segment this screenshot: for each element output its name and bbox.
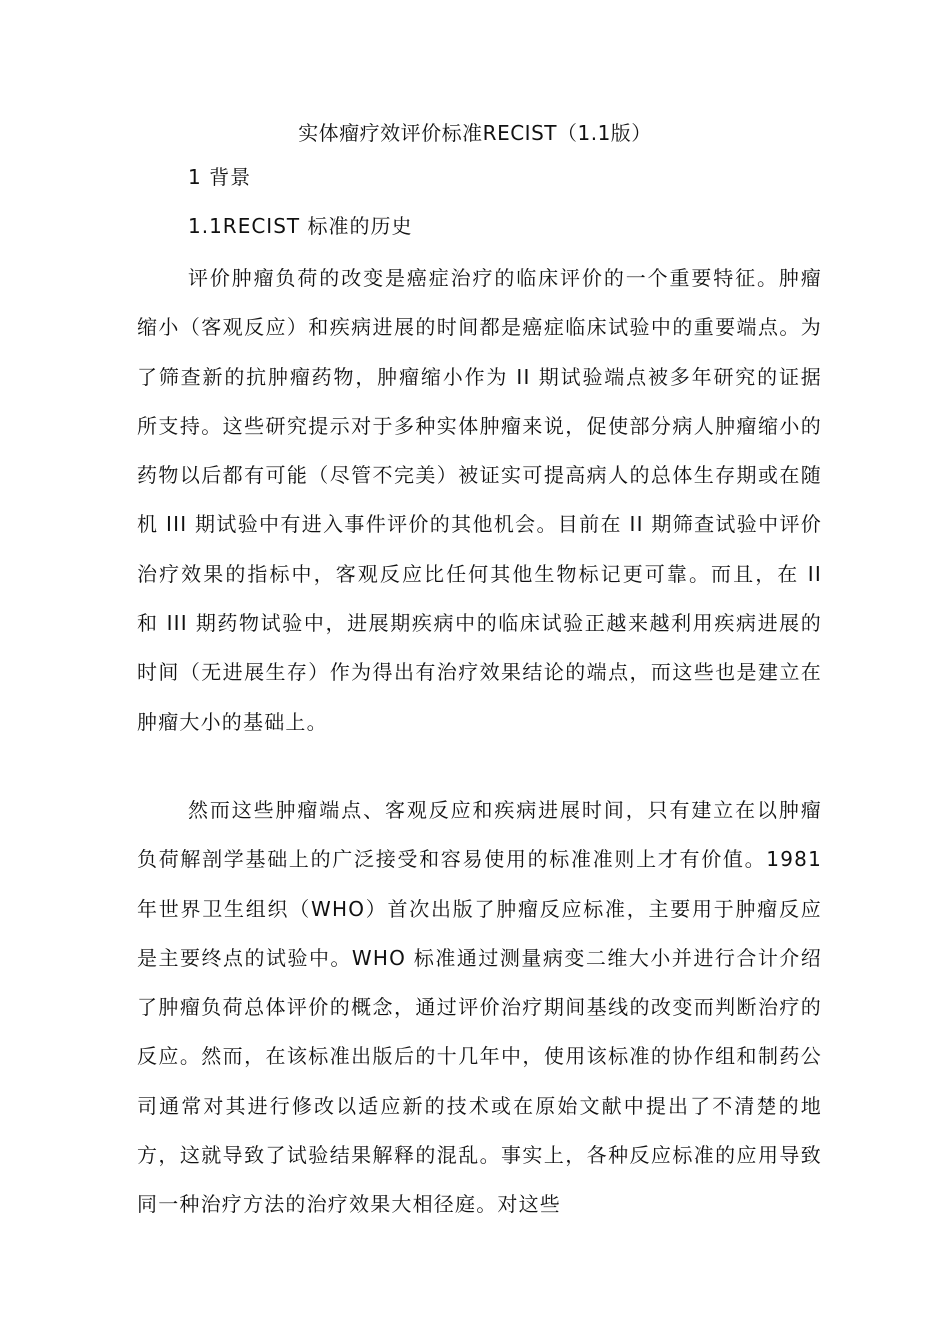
body-paragraph-2: 然而这些肿瘤端点、客观反应和疾病进展时间，只有建立在以肿瘤负荷解剖学基础上的广泛接受和容易使用的标准准则上才有价值。1981 年世界卫生组织（WHO）首次出版了肿瘤反应标准，主要用于肿瘤反应是主要终点的试验中。WHO 标准通过测量病变二维大小并进行合计介绍了肿瘤负荷总体评价的概念，通过评价治疗期间基线的改变而判断治疗的反应。然而，在该标准出版后的十几年中，使用该标准的协作组和制药公司通常对其进行修改以适应新的技术或在原始文献中提出了不清楚的地方，这就导致了试验结果解释的混乱。事实上，各种反应标准的应用导致同一种治疗方法的治疗效果大相径庭。对这些 [137, 798, 822, 1217]
document-title: 实体瘤疗效评价标准RECIST（1.1版） [298, 121, 652, 145]
subsection-heading: 1.1RECIST 标准的历史 [188, 214, 413, 238]
section-heading: 1 背景 [188, 165, 252, 189]
body-paragraph-1: 评价肿瘤负荷的改变是癌症治疗的临床评价的一个重要特征。肿瘤缩小（客观反应）和疾病进展的时间都是癌症临床试验中的重要端点。为了筛查新的抗肿瘤药物，肿瘤缩小作为 II 期试验端点被多年研究的证据所支持。这些研究提示对于多种实体肿瘤来说，促使部分病人肿瘤缩小的药物以后都有可能（尽管不完美）被证实可提高病人的总体生存期或在随机 III 期试验中有进入事件评价的其他机会。目前在 II 期筛查试验中评价治疗效果的指标中，客观反应比任何其他生物标记更可靠。而且，在 II 和 III 期药物试验中，进展期疾病中的临床试验正越来越利用疾病进展的时间（无进展生存）作为得出有治疗效果结论的端点，而这些也是建立在肿瘤大小的基础上。 [137, 266, 822, 734]
